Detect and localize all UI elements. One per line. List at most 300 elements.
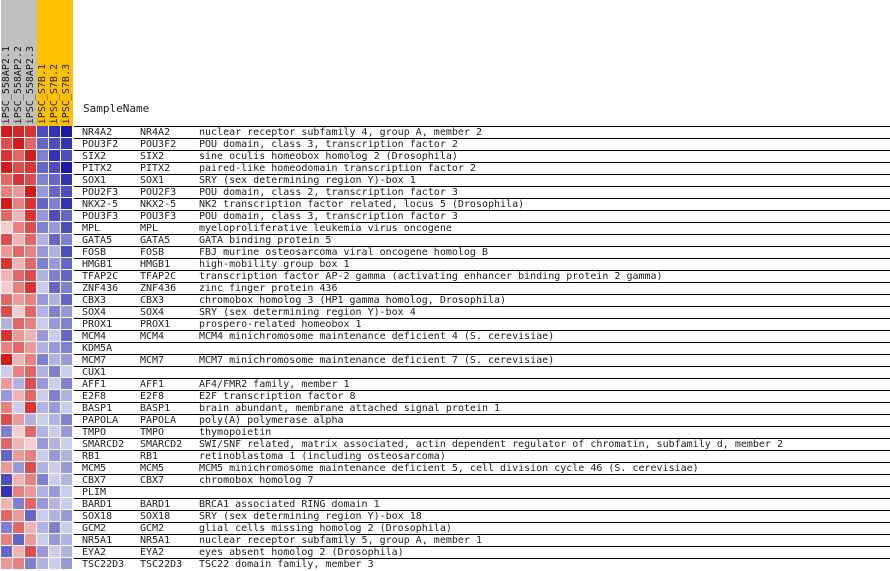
gene-symbol: ZNF436 — [140, 283, 177, 294]
gene-symbol: SMARCD2 — [140, 439, 183, 450]
heatmap-cell — [49, 486, 60, 497]
heatmap-cell — [37, 462, 48, 473]
heatmap-cell — [25, 234, 36, 245]
heatmap-cell — [49, 234, 60, 245]
gene-description: prospero-related homeobox 1 — [199, 319, 362, 330]
gene-symbol: SOX18 — [140, 511, 171, 522]
heatmap-cell — [49, 210, 60, 221]
gene-symbol: POU3F2 — [140, 139, 177, 150]
gene-description: MCM7 minichromosome maintenance deficient 7 (S. cerevisiae) — [199, 355, 555, 366]
heatmap-cell — [61, 222, 72, 233]
heatmap-cell — [49, 198, 60, 209]
heatmap-cell — [13, 354, 24, 365]
column-header-label: iPSC_S7B.2 — [49, 63, 60, 124]
heatmap-cell — [13, 510, 24, 521]
heatmap-cell — [25, 306, 36, 317]
gene-description: SRY (sex determining region Y)-box 18 — [199, 511, 422, 522]
heatmap-cell — [25, 270, 36, 281]
heatmap-cell — [37, 138, 48, 149]
heatmap-cell — [25, 546, 36, 557]
gene-description: GATA binding protein 5 — [199, 235, 332, 246]
heatmap-cell — [25, 534, 36, 545]
heatmap-cell — [49, 474, 60, 485]
heatmap-cell — [37, 390, 48, 401]
heatmap-cell — [37, 222, 48, 233]
heatmap-cell — [49, 258, 60, 269]
heatmap-cell — [61, 162, 72, 173]
gene-description: brain abundant, membrane attached signal protein 1 — [199, 403, 501, 414]
gene-id: PLIM — [82, 487, 107, 498]
heatmap-cell — [1, 294, 12, 305]
gene-id: KDM5A — [82, 343, 113, 354]
heatmap-cell — [37, 210, 48, 221]
gene-symbol: SIX2 — [140, 151, 165, 162]
heatmap-cell — [49, 270, 60, 281]
gene-description: poly(A) polymerase alpha — [199, 415, 344, 426]
heatmap-cell — [37, 402, 48, 413]
heatmap-cell — [49, 534, 60, 545]
column-header-label: iPSC_558AP2.3 — [25, 45, 36, 124]
table-row — [74, 246, 890, 258]
heatmap-cell — [13, 402, 24, 413]
heatmap-cell — [1, 390, 12, 401]
heatmap-cell — [25, 282, 36, 293]
gene-description: retinoblastoma 1 (including osteosarcoma) — [199, 451, 446, 462]
heatmap-cell — [13, 246, 24, 257]
table-row — [74, 222, 890, 234]
heatmap-cell — [25, 486, 36, 497]
heatmap-cell — [49, 354, 60, 365]
heatmap-cell — [1, 522, 12, 533]
heatmap-cell — [61, 282, 72, 293]
heatmap-cell — [25, 174, 36, 185]
heatmap-cell — [37, 546, 48, 557]
heatmap-cell — [1, 258, 12, 269]
gene-id: NKX2-5 — [82, 199, 119, 210]
heatmap-cell — [25, 414, 36, 425]
heatmap-cell — [13, 474, 24, 485]
heatmap-cell — [13, 294, 24, 305]
gene-symbol: GCM2 — [140, 523, 165, 534]
gene-description: E2F transcription factor 8 — [199, 391, 356, 402]
heatmap-cell — [49, 378, 60, 389]
heatmap-cell — [1, 534, 12, 545]
heatmap-cell — [13, 522, 24, 533]
column-header — [49, 0, 61, 126]
heatmap-cell — [1, 222, 12, 233]
table-row — [74, 174, 890, 186]
gene-id: RB1 — [82, 451, 101, 462]
gene-id: MCM4 — [82, 331, 107, 342]
heatmap-cell — [1, 330, 12, 341]
heatmap-cell — [37, 150, 48, 161]
heatmap-cell — [61, 390, 72, 401]
gene-id: FOSB — [82, 247, 107, 258]
heatmap-cell — [49, 426, 60, 437]
heatmap-cell — [13, 498, 24, 509]
heatmap-cell — [1, 282, 12, 293]
heatmap-cell — [49, 306, 60, 317]
heatmap-cell — [25, 342, 36, 353]
heatmap-cell — [25, 198, 36, 209]
heatmap-cell — [25, 126, 36, 137]
gene-symbol: CBX7 — [140, 475, 165, 486]
gene-symbol: GATA5 — [140, 235, 171, 246]
gene-description: SWI/SNF related, matrix associated, actin dependent regulator of chromatin, subfamily d, member 2 — [199, 439, 783, 450]
table-row — [74, 390, 890, 402]
table-row — [74, 546, 890, 558]
table-row — [74, 186, 890, 198]
gene-description: TSC22 domain family, member 3 — [199, 559, 374, 570]
gene-description: NK2 transcription factor related, locus 5 (Drosophila) — [199, 199, 525, 210]
gene-id: PAPOLA — [82, 415, 119, 426]
gene-description: glial cells missing homolog 2 (Drosophila) — [199, 523, 452, 534]
gene-description: MCM5 minichromosome maintenance deficient 5, cell division cycle 46 (S. cerevisiae) — [199, 463, 699, 474]
gene-symbol: BASP1 — [140, 403, 171, 414]
heatmap-cell — [37, 354, 48, 365]
gene-symbol: PITX2 — [140, 163, 171, 174]
heatmap-cell — [13, 282, 24, 293]
gene-id: SOX4 — [82, 307, 107, 318]
gene-id: NR4A2 — [82, 127, 113, 138]
gene-id: GATA5 — [82, 235, 113, 246]
heatmap-cell — [25, 354, 36, 365]
heatmap-cell — [37, 498, 48, 509]
heatmap-cell — [13, 234, 24, 245]
gene-id: BASP1 — [82, 403, 113, 414]
gene-symbol: MCM7 — [140, 355, 165, 366]
heatmap-cell — [61, 534, 72, 545]
gene-symbol: TFAP2C — [140, 271, 177, 282]
table-row — [74, 486, 890, 498]
heatmap-cell — [49, 462, 60, 473]
heatmap-cell — [1, 162, 12, 173]
heatmap-cell — [25, 474, 36, 485]
gene-symbol: MCM5 — [140, 463, 165, 474]
heatmap-cell — [37, 450, 48, 461]
heatmap-cell — [13, 138, 24, 149]
heatmap-cell — [1, 510, 12, 521]
heatmap-cell — [25, 162, 36, 173]
gene-description: POU domain, class 3, transcription factor 2 — [199, 139, 458, 150]
gene-description: myeloproliferative leukemia virus oncogene — [199, 223, 452, 234]
heatmap-cell — [61, 150, 72, 161]
gene-symbol: HMGB1 — [140, 259, 171, 270]
gene-symbol: NKX2-5 — [140, 199, 177, 210]
heatmap-cell — [1, 210, 12, 221]
heatmap-cell — [61, 174, 72, 185]
heatmap-cell — [13, 390, 24, 401]
heatmap-cell — [61, 462, 72, 473]
heatmap-cell — [25, 510, 36, 521]
heatmap-cell — [1, 186, 12, 197]
heatmap-cell — [13, 126, 24, 137]
gene-symbol: NR5A1 — [140, 535, 171, 546]
heatmap-cell — [61, 498, 72, 509]
gene-id: NR5A1 — [82, 535, 113, 546]
gene-symbol: FOSB — [140, 247, 165, 258]
heatmap-cell — [49, 174, 60, 185]
heatmap-cell — [13, 318, 24, 329]
heatmap-cell — [1, 198, 12, 209]
table-row — [74, 342, 890, 354]
heatmap-cell — [37, 294, 48, 305]
table-row — [74, 534, 890, 546]
heatmap-cell — [13, 150, 24, 161]
heatmap-cell — [61, 486, 72, 497]
sample-name-label: SampleName — [83, 102, 150, 115]
gene-symbol: POU3F3 — [140, 211, 177, 222]
gene-id: AFF1 — [82, 379, 107, 390]
heatmap-cell — [25, 366, 36, 377]
heatmap-cell — [13, 210, 24, 221]
heatmap-cell — [37, 234, 48, 245]
heatmap-cell — [13, 366, 24, 377]
gene-id: TSC22D3 — [82, 559, 125, 570]
column-header — [37, 0, 49, 126]
column-header — [61, 0, 73, 126]
table-row — [74, 510, 890, 522]
heatmap-cell — [25, 402, 36, 413]
column-header-label: iPSC_558AP2.2 — [13, 45, 24, 124]
gene-description: SRY (sex determining region Y)-box 1 — [199, 175, 416, 186]
table-row — [74, 234, 890, 246]
table-row — [74, 378, 890, 390]
table-row — [74, 258, 890, 270]
gene-id: SOX18 — [82, 511, 113, 522]
gene-description: transcription factor AP-2 gamma (activating enhancer binding protein 2 gamma) — [199, 271, 663, 282]
table-row — [74, 318, 890, 330]
heatmap-cell — [49, 546, 60, 557]
heatmap-cell — [1, 402, 12, 413]
gene-symbol: NR4A2 — [140, 127, 171, 138]
table-row — [74, 462, 890, 474]
heatmap-cell — [25, 246, 36, 257]
heatmap-cell — [13, 162, 24, 173]
gene-id: GCM2 — [82, 523, 107, 534]
gene-description: SRY (sex determining region Y)-box 4 — [199, 307, 416, 318]
gene-id: MCM7 — [82, 355, 107, 366]
gene-description: POU domain, class 2, transcription factor 3 — [199, 187, 458, 198]
heatmap-cell — [1, 366, 12, 377]
heatmap-cell — [37, 174, 48, 185]
heatmap-cell — [25, 498, 36, 509]
gene-description: nuclear receptor subfamily 5, group A, member 1 — [199, 535, 482, 546]
heatmap-cell — [13, 438, 24, 449]
heatmap-cell — [61, 558, 72, 569]
gene-id: BARD1 — [82, 499, 113, 510]
heatmap-cell — [1, 342, 12, 353]
heatmap-cell — [61, 366, 72, 377]
heatmap-cell — [37, 474, 48, 485]
table-row — [74, 126, 890, 138]
heatmap-cell — [1, 486, 12, 497]
heatmap-cell — [61, 294, 72, 305]
gene-description: eyes absent homolog 2 (Drosophila) — [199, 547, 404, 558]
gene-symbol: AFF1 — [140, 379, 165, 390]
heatmap-cell — [25, 558, 36, 569]
heatmap-cell — [25, 222, 36, 233]
heatmap-cell — [49, 390, 60, 401]
heatmap-cell — [61, 126, 72, 137]
gene-id: TFAP2C — [82, 271, 119, 282]
heatmap-cell — [37, 246, 48, 257]
gene-symbol: CBX3 — [140, 295, 165, 306]
table-row — [74, 366, 890, 378]
heatmap-cell — [1, 438, 12, 449]
gene-id: MCM5 — [82, 463, 107, 474]
heatmap-cell — [25, 258, 36, 269]
heatmap-cell — [25, 450, 36, 461]
column-header — [1, 0, 13, 126]
heatmap-cell — [1, 306, 12, 317]
gene-symbol: PAPOLA — [140, 415, 177, 426]
table-row — [74, 402, 890, 414]
heatmap-cell — [25, 138, 36, 149]
heatmap-cell — [61, 138, 72, 149]
heatmap-cell — [1, 138, 12, 149]
heatmap-cell — [13, 534, 24, 545]
column-header-label: iPSC_S7B.1 — [37, 63, 48, 124]
heatmap-cell — [61, 198, 72, 209]
table-row — [74, 270, 890, 282]
column-header — [25, 0, 37, 126]
gene-symbol: PROX1 — [140, 319, 171, 330]
heatmap-cell — [49, 510, 60, 521]
heatmap-cell — [1, 498, 12, 509]
gene-symbol: TMPO — [140, 427, 165, 438]
heatmap-cell — [49, 186, 60, 197]
heatmap-cell — [49, 558, 60, 569]
table-row — [74, 138, 890, 150]
heatmap-cell — [13, 426, 24, 437]
heatmap-cell — [1, 426, 12, 437]
heatmap-cell — [25, 378, 36, 389]
heatmap-cell — [37, 378, 48, 389]
heatmap-cell — [25, 186, 36, 197]
heatmap-cell — [13, 414, 24, 425]
heatmap-cell — [61, 474, 72, 485]
column-header-label: iPSC_S7B.3 — [61, 63, 72, 124]
heatmap-cell — [49, 438, 60, 449]
heatmap-cell — [61, 342, 72, 353]
heatmap-cell — [13, 270, 24, 281]
heatmap-cell — [49, 330, 60, 341]
heatmap-cell — [49, 246, 60, 257]
heatmap-cell — [37, 306, 48, 317]
heatmap-cell — [25, 330, 36, 341]
gene-symbol: SOX4 — [140, 307, 165, 318]
heatmap-cell — [1, 450, 12, 461]
table-row — [74, 474, 890, 486]
table-row — [74, 282, 890, 294]
gene-symbol: POU2F3 — [140, 187, 177, 198]
heatmap-cell — [25, 522, 36, 533]
heatmap-cell — [49, 402, 60, 413]
gene-description: AF4/FMR2 family, member 1 — [199, 379, 350, 390]
heatmap-cell — [25, 294, 36, 305]
heatmap-cell — [37, 522, 48, 533]
heatmap-cell — [37, 438, 48, 449]
table-row — [74, 330, 890, 342]
heatmap-cell — [1, 174, 12, 185]
heatmap-cell — [49, 498, 60, 509]
heatmap-cell — [49, 522, 60, 533]
gene-id: PROX1 — [82, 319, 113, 330]
heatmap-cell — [1, 126, 12, 137]
gene-id: POU3F2 — [82, 139, 119, 150]
table-row — [74, 558, 890, 570]
gene-id: HMGB1 — [82, 259, 113, 270]
heatmap-cell — [61, 306, 72, 317]
heatmap-cell — [37, 282, 48, 293]
heatmap-cell — [61, 426, 72, 437]
heatmap-cell — [13, 174, 24, 185]
heatmap-cell — [13, 258, 24, 269]
heatmap-cell — [1, 414, 12, 425]
heatmap-cell — [1, 246, 12, 257]
gene-description: sine oculis homeobox homolog 2 (Drosophila) — [199, 151, 458, 162]
gene-symbol: MCM4 — [140, 331, 165, 342]
heatmap-cell — [25, 318, 36, 329]
column-header — [13, 0, 25, 126]
heatmap-cell — [61, 318, 72, 329]
heatmap-grid — [0, 126, 74, 571]
heatmap-cell — [61, 438, 72, 449]
gene-id: CBX7 — [82, 475, 107, 486]
table-row — [74, 438, 890, 450]
heatmap-cell — [49, 450, 60, 461]
heatmap-cell — [1, 558, 12, 569]
heatmap-cell — [37, 510, 48, 521]
heatmap-cell — [37, 342, 48, 353]
heatmap-cell — [13, 330, 24, 341]
heatmap-cell — [61, 354, 72, 365]
heatmap-cell — [49, 414, 60, 425]
heatmap-cell — [49, 162, 60, 173]
heatmap-cell — [49, 126, 60, 137]
heatmap-cell — [49, 366, 60, 377]
gene-symbol: MPL — [140, 223, 159, 234]
gene-description: FBJ murine osteosarcoma viral oncogene homolog B — [199, 247, 488, 258]
heatmap-cell — [37, 426, 48, 437]
heatmap-cell — [49, 138, 60, 149]
table-row — [74, 306, 890, 318]
heatmap-cell — [49, 150, 60, 161]
heatmap-cell — [13, 462, 24, 473]
heatmap-cell — [25, 438, 36, 449]
heatmap-cell — [1, 270, 12, 281]
gene-description: POU domain, class 3, transcription factor 3 — [199, 211, 458, 222]
heatmap-cell — [25, 426, 36, 437]
heatmap-cell — [13, 186, 24, 197]
gene-description: zinc finger protein 436 — [199, 283, 338, 294]
heatmap-cell — [13, 342, 24, 353]
heatmap-cell — [13, 558, 24, 569]
gene-description: nuclear receptor subfamily 4, group A, member 2 — [199, 127, 482, 138]
heatmap-cell — [37, 534, 48, 545]
heatmap-cell — [37, 126, 48, 137]
table-row — [74, 522, 890, 534]
heatmap-cell — [37, 258, 48, 269]
heatmap-cell — [49, 222, 60, 233]
heatmap-cell — [1, 546, 12, 557]
gene-symbol: SOX1 — [140, 175, 165, 186]
table-row — [74, 162, 890, 174]
table-row — [74, 426, 890, 438]
heatmap-cell — [49, 294, 60, 305]
gene-description: thymopoietin — [199, 427, 272, 438]
